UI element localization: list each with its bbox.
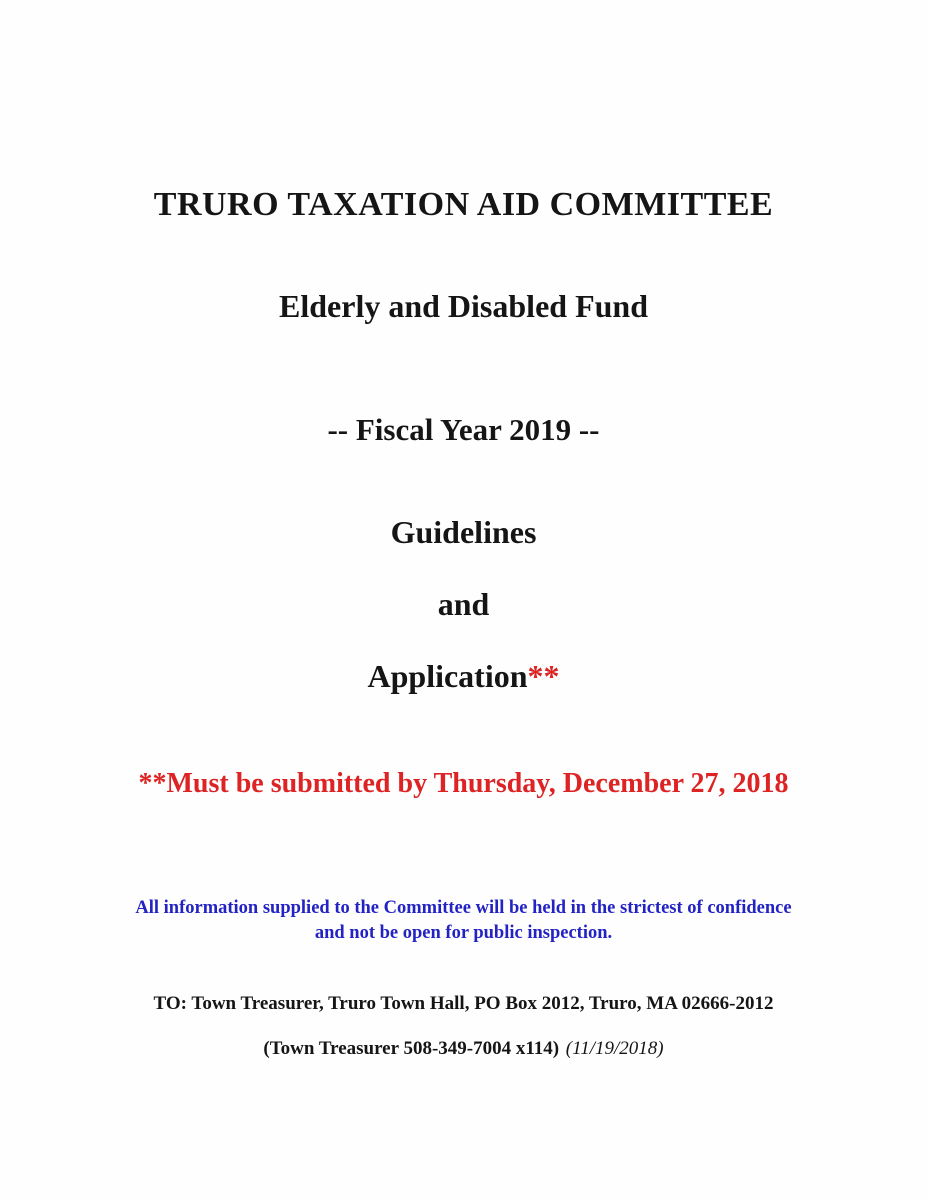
confidentiality-notice	[0, 896, 927, 946]
application-footnote-marker: **	[527, 658, 560, 694]
application-heading	[0, 658, 927, 695]
submission-deadline-notice: **Must be submitted by Thursday, December 27, 2018	[138, 768, 789, 799]
confidentiality-notice-line2: and not be open for public inspection.	[314, 923, 613, 943]
treasurer-phone: (Town Treasurer 508-349-7004 x114)	[263, 1038, 560, 1059]
confidentiality-notice-line1: All information supplied to the Committee will be held in the strictest of confidence	[135, 898, 792, 918]
guidelines-heading: Guidelines	[390, 514, 537, 550]
treasurer-contact-line	[0, 1038, 927, 1060]
document-title: TRURO TAXATION AID COMMITTEE	[153, 186, 774, 223]
and-heading: and	[437, 586, 490, 622]
fund-name-heading: Elderly and Disabled Fund	[279, 288, 648, 324]
treasurer-address: TO: Town Treasurer, Truro Town Hall, PO Box 2012, Truro, MA 02666-2012	[153, 993, 774, 1014]
fiscal-year-heading: -- Fiscal Year 2019 --	[327, 412, 600, 447]
revision-date: (11/19/2018)	[565, 1038, 664, 1059]
application-heading-text: Application	[367, 658, 528, 694]
